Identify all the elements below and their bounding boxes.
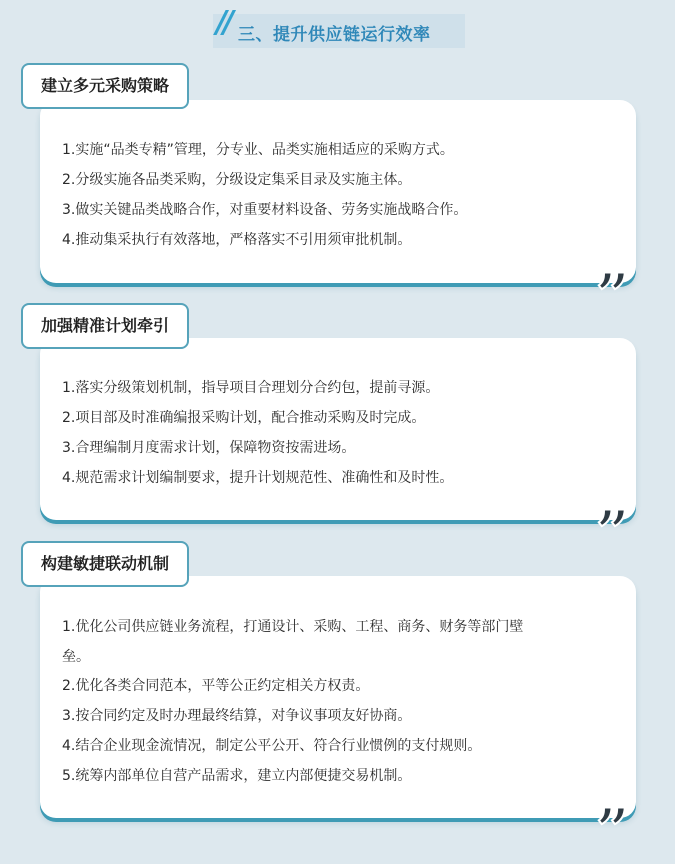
slash-decoration-icon: // <box>216 5 230 40</box>
list-item: 3.做实关键品类战略合作，对重要材料设备、劳务实施战略合作。 <box>62 202 468 218</box>
list-item: 2.项目部及时准确编报采购计划，配合推动采购及时完成。 <box>62 410 426 426</box>
quote-mark-icon: ” <box>596 498 630 566</box>
list-item: 4.规范需求计划编制要求，提升计划规范性、准确性和及时性。 <box>62 470 454 486</box>
section-card <box>40 338 636 520</box>
list-item: 1.实施“品类专精”管理，分专业、品类实施相适应的采购方式。 <box>62 142 454 158</box>
list-item: 2.分级实施各品类采购，分级设定集采目录及实施主体。 <box>62 172 412 188</box>
quote-mark-icon: ” <box>596 261 630 329</box>
section-title: 加强精准计划牵引 <box>21 303 189 349</box>
list-item: 1.优化公司供应链业务流程，打通设计、采购、工程、商务、财务等部门壁 <box>62 619 524 635</box>
list-item: 垒。 <box>62 649 90 665</box>
list-item: 4.推动集采执行有效落地，严格落实不引用须审批机制。 <box>62 232 412 248</box>
section-card <box>40 576 636 818</box>
list-item: 4.结合企业现金流情况，制定公平公开、符合行业惯例的支付规则。 <box>62 738 482 754</box>
page-title: 三、提升供应链运行效率 <box>238 25 431 45</box>
section-title: 建立多元采购策略 <box>21 63 189 109</box>
list-item: 2.优化各类合同范本，平等公正约定相关方权责。 <box>62 678 370 694</box>
list-item: 5.统筹内部单位自营产品需求，建立内部便捷交易机制。 <box>62 768 412 784</box>
list-item: 1.落实分级策划机制，指导项目合理划分合约包，提前寻源。 <box>62 380 440 396</box>
quote-mark-icon: ” <box>596 796 630 864</box>
list-item: 3.按合同约定及时办理最终结算，对争议事项友好协商。 <box>62 708 412 724</box>
list-item: 3.合理编制月度需求计划，保障物资按需进场。 <box>62 440 356 456</box>
section-card <box>40 100 636 283</box>
section-title: 构建敏捷联动机制 <box>21 541 189 587</box>
